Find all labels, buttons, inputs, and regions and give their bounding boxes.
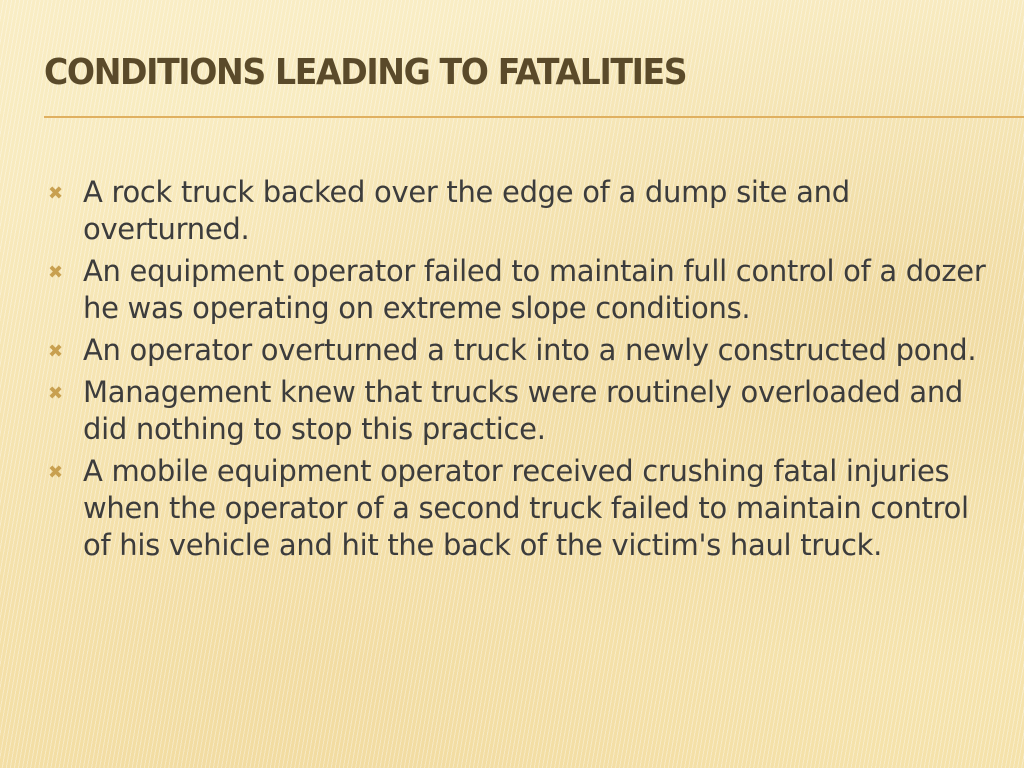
slide-title: CONDITIONS LEADING TO FATALITIES (44, 52, 687, 93)
cross-bullet-icon: ✖ (48, 262, 63, 283)
bullet-item (44, 332, 994, 369)
bullet-text: An operator overturned a truck into a newly constructed pond. (83, 333, 977, 367)
bullet-text: Management knew that trucks were routinely overloaded and did nothing to stop this practice. (83, 375, 964, 446)
cross-bullet-icon: ✖ (48, 341, 63, 362)
bullet-text: An equipment operator failed to maintain full control of a dozer he was operating on extreme slope conditions. (83, 254, 986, 325)
bullet-text: A mobile equipment operator received crushing fatal injuries when the operator of a second truck failed to maintain control of his vehicle and hit the back of the victim's haul truck. (83, 454, 969, 562)
bullet-item (44, 253, 994, 327)
cross-bullet-icon: ✖ (48, 383, 63, 404)
bullet-item (44, 174, 994, 248)
bullet-item (44, 374, 994, 448)
bullet-list (44, 174, 994, 569)
bullet-item (44, 453, 994, 564)
cross-bullet-icon: ✖ (48, 183, 63, 204)
bullet-text: A rock truck backed over the edge of a dump site and overturned. (83, 175, 850, 246)
cross-bullet-icon: ✖ (48, 462, 63, 483)
title-divider (44, 116, 1024, 118)
